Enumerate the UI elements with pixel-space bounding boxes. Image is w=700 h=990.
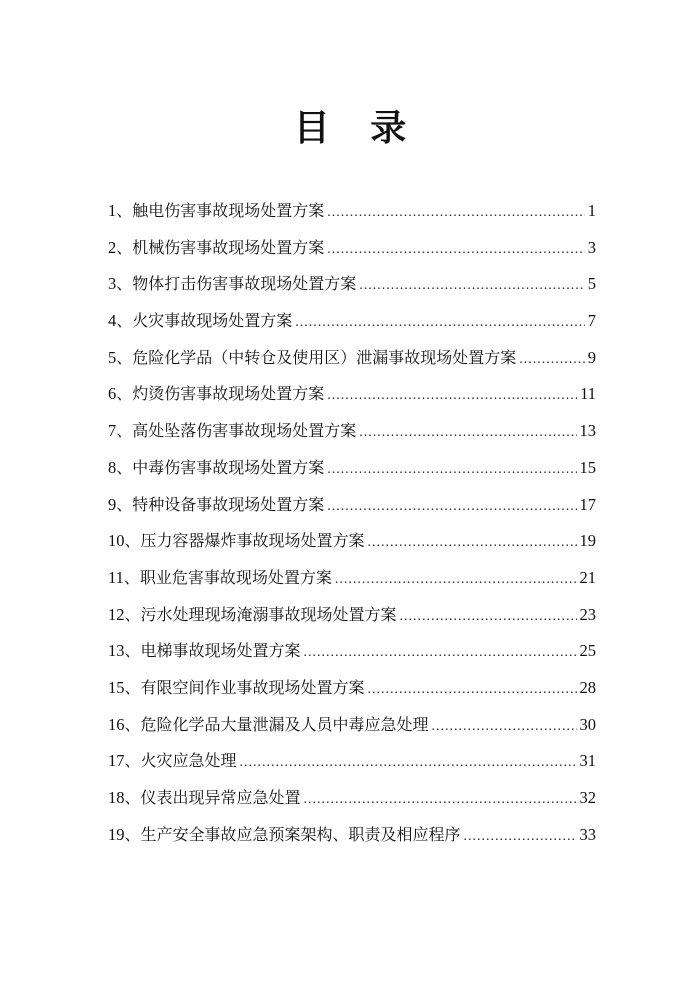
toc-entry[interactable] [108, 748, 596, 785]
toc-entry-page-number: 33 [579, 824, 596, 844]
toc-entry-separator: 、 [116, 274, 133, 294]
toc-entry[interactable] [108, 712, 596, 749]
toc-entry-separator: 、 [124, 641, 141, 661]
toc-entry-separator: 、 [124, 714, 141, 734]
toc-dot-leader [432, 719, 577, 735]
toc-entry-label [108, 455, 324, 478]
toc-entry-page-number: 31 [579, 751, 596, 771]
toc-entry-separator: 、 [116, 384, 133, 404]
toc-entry[interactable] [108, 308, 596, 345]
toc-entry[interactable] [108, 345, 596, 382]
toc-entry-label [108, 712, 429, 735]
toc-entry-page-number: 21 [579, 567, 596, 587]
toc-entry-title: 高处坠落伤害事故现场处置方案 [132, 421, 357, 441]
toc-entry[interactable] [108, 235, 596, 272]
toc-entry-page-number: 13 [579, 421, 596, 441]
toc-entry[interactable] [108, 418, 596, 455]
toc-dot-leader [335, 572, 577, 588]
toc-entry-separator: 、 [116, 457, 133, 477]
toc-entry-number: 1 [108, 201, 117, 220]
toc-entry[interactable] [108, 271, 596, 308]
toc-entry-label [108, 308, 292, 331]
toc-entry-number: 4 [108, 311, 117, 331]
toc-entry-number: 6 [108, 384, 117, 404]
toc-entry-separator: 、 [124, 824, 141, 844]
toc-entry-title: 污水处理现场淹溺事故现场处置方案 [140, 604, 397, 624]
page-title: 目 录 [293, 108, 421, 149]
toc-entry-title: 电梯事故现场处置方案 [140, 641, 301, 661]
toc-entry-page-number: 28 [579, 677, 596, 697]
toc-dot-leader [368, 535, 577, 551]
toc-entry[interactable] [108, 492, 596, 529]
toc-entry-separator: 、 [124, 788, 141, 807]
toc-entry-separator: 、 [124, 677, 141, 697]
toc-entry-label [108, 235, 324, 258]
toc-dot-leader [304, 645, 577, 661]
toc-entry-label [108, 748, 237, 771]
toc-entry-number: 9 [108, 494, 117, 514]
toc-entry-page-number: 32 [579, 788, 596, 807]
toc-entry[interactable] [108, 565, 596, 602]
toc-dot-leader [400, 609, 577, 625]
toc-entry-number: 7 [108, 421, 117, 441]
toc-entry-title: 火灾应急处理 [140, 751, 237, 771]
toc-entry-label [108, 602, 397, 625]
toc-dot-leader [327, 499, 576, 515]
toc-entry-separator: 、 [116, 421, 133, 441]
toc-entry-title: 灼烫伤害事故现场处置方案 [132, 384, 325, 404]
toc-dot-leader [327, 388, 577, 404]
toc-entry-title: 职业危害事故现场处置方案 [139, 567, 332, 587]
toc-entry-page-number: 5 [587, 274, 596, 294]
toc-entry-separator: 、 [124, 531, 141, 551]
toc-entry-separator: 、 [116, 201, 133, 220]
toc-dot-leader [295, 315, 584, 331]
toc-entry[interactable] [108, 455, 596, 492]
toc-entry-separator: 、 [116, 494, 133, 514]
toc-entry-page-number: 11 [580, 384, 596, 404]
toc-entry-page-number: 7 [587, 311, 596, 331]
toc-entry-page-number: 25 [579, 641, 596, 661]
toc-entry-title: 生产安全事故应急预案架构、职责及相应程序 [140, 824, 461, 844]
toc-entry-number: 5 [108, 347, 117, 367]
toc-entry-title: 危险化学品（中转仓及使用区）泄漏事故现场处置方案 [132, 347, 517, 367]
toc-entry-title: 机械伤害事故现场处置方案 [132, 237, 325, 257]
toc-entry-page-number: 1 [587, 201, 596, 220]
toc-entry-title: 有限空间作业事故现场处置方案 [140, 677, 365, 697]
toc-entry-number: 19 [108, 824, 125, 844]
toc-entry-number: 3 [108, 274, 117, 294]
toc-entry-number: 16 [108, 714, 125, 734]
toc-dot-leader [368, 682, 577, 698]
toc-entry-label [108, 381, 324, 404]
toc-entry-label [108, 565, 332, 588]
toc-entry-number: 11 [108, 567, 124, 587]
toc-dot-leader [327, 205, 584, 221]
toc-entry-title: 特种设备事故现场处置方案 [132, 494, 325, 514]
toc-entry-label [108, 492, 324, 515]
toc-entry-number: 18 [108, 788, 125, 807]
toc-entry-label [108, 418, 356, 441]
toc-entry[interactable] [108, 638, 596, 675]
toc-entry-number: 12 [108, 604, 125, 624]
toc-entry-page-number: 9 [587, 347, 596, 367]
toc-dot-leader [327, 242, 584, 258]
toc-entry-separator: 、 [116, 311, 133, 331]
toc-entry-title: 物体打击伤害事故现场处置方案 [132, 274, 357, 294]
toc-entry-title: 压力容器爆炸事故现场处置方案 [140, 531, 365, 551]
toc-entry-number: 15 [108, 677, 125, 697]
toc-entry-page-number: 3 [587, 237, 596, 257]
toc-entry[interactable] [108, 785, 596, 822]
toc-entry[interactable] [108, 675, 596, 712]
toc-entry-page-number: 17 [579, 494, 596, 514]
toc-entry[interactable] [108, 602, 596, 639]
toc-entry-label [108, 271, 356, 294]
toc-dot-leader [464, 829, 577, 845]
toc-entry[interactable] [108, 528, 596, 565]
toc-entry-title: 触电伤害事故现场处置方案 [132, 201, 325, 220]
toc-entry-separator: 、 [116, 347, 133, 367]
table-of-contents [108, 198, 596, 858]
toc-entry-separator: 、 [124, 751, 141, 771]
toc-dot-leader [327, 462, 576, 478]
toc-entry-title: 中毒伤害事故现场处置方案 [132, 457, 325, 477]
toc-entry-label [108, 638, 301, 661]
toc-entry[interactable] [108, 198, 596, 235]
toc-entry-page-number: 23 [579, 604, 596, 624]
toc-entry-number: 2 [108, 237, 117, 257]
toc-entry-title: 仪表出现异常应急处置 [140, 788, 301, 807]
toc-entry-separator: 、 [124, 604, 141, 624]
toc-entry-title: 火灾事故现场处置方案 [132, 311, 293, 331]
toc-entry-label [108, 675, 365, 698]
toc-entry-label [108, 822, 461, 845]
toc-entry-label [108, 785, 301, 808]
toc-entry-title: 危险化学品大量泄漏及人员中毒应急处理 [140, 714, 429, 734]
toc-dot-leader [359, 278, 584, 294]
toc-entry-number: 13 [108, 641, 125, 661]
toc-entry-label [108, 198, 324, 221]
toc-entry-number: 8 [108, 457, 117, 477]
toc-dot-leader [359, 425, 576, 441]
toc-entry-number: 17 [108, 751, 125, 771]
toc-dot-leader [240, 755, 577, 771]
toc-entry-page-number: 15 [579, 457, 596, 477]
toc-dot-leader [304, 792, 577, 808]
toc-entry-separator: 、 [123, 567, 140, 587]
toc-entry-separator: 、 [116, 237, 133, 257]
toc-entry[interactable] [108, 381, 596, 418]
toc-entry-page-number: 19 [579, 531, 596, 551]
toc-entry-label [108, 528, 365, 551]
toc-entry-label [108, 345, 516, 368]
toc-dot-leader [519, 352, 584, 368]
toc-entry-page-number: 30 [579, 714, 596, 734]
toc-entry-number: 10 [108, 531, 125, 551]
toc-entry[interactable] [108, 822, 596, 859]
